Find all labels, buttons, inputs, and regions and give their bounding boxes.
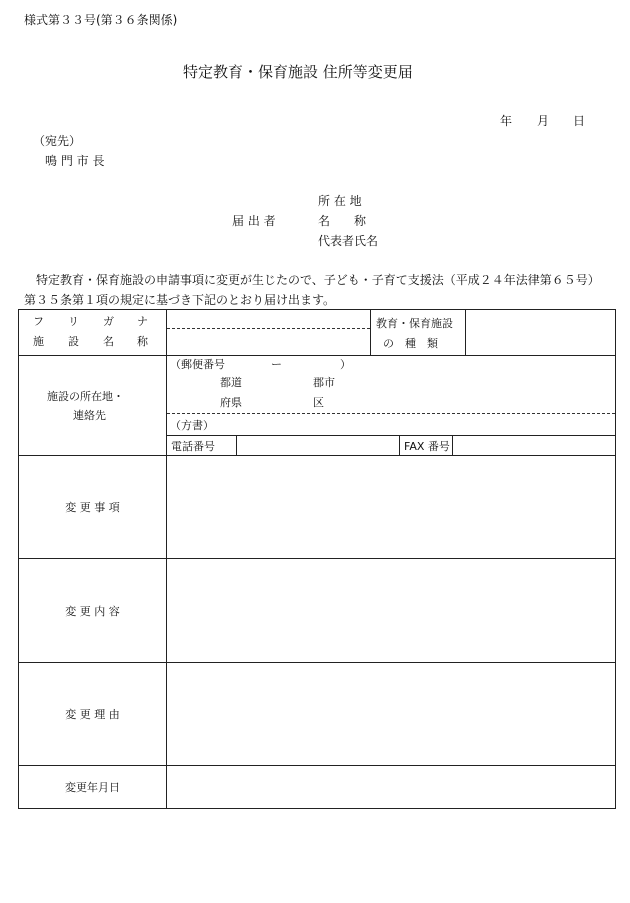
- notifier-representative-label: 代表者氏名: [318, 234, 379, 248]
- change-date-label: 変更年月日: [65, 781, 120, 794]
- change-reason-label: 変 更 理 由: [65, 708, 120, 721]
- city-field[interactable]: [248, 374, 310, 410]
- facility-name-label-char: 施: [33, 335, 44, 348]
- intro-text-line2: 第３５条第１項の規定に基づき下記のとおり届け出ます。: [24, 293, 336, 307]
- city-label-top: 郡市: [313, 376, 335, 389]
- facility-type-field[interactable]: [467, 311, 614, 354]
- phone-label: 電話番号: [171, 440, 215, 453]
- change-content-label: 変 更 内 容: [65, 604, 120, 618]
- date-month: 月: [537, 114, 550, 128]
- address-contact-label: 施設の所在地・: [47, 390, 124, 403]
- intro-text-line1: 特定教育・保育施設の申請事項に変更が生じたので、子ども・子育て支援法（平成２４年法律第６５号）: [36, 273, 600, 287]
- facility-name-field[interactable]: [168, 330, 368, 354]
- postal-code-dash: ー: [271, 358, 282, 371]
- furigana-char: ナ: [137, 315, 148, 328]
- fax-field[interactable]: [454, 437, 614, 454]
- date-day: 日: [573, 114, 586, 128]
- facility-name-label-char: 名: [103, 335, 114, 348]
- furigana-field[interactable]: [168, 311, 368, 327]
- postal-code-label: （郵便番号: [170, 358, 225, 371]
- fax-label: FAX 番号: [404, 440, 450, 453]
- change-item-label: 変 更 事 項: [65, 501, 120, 514]
- furigana-char: リ: [68, 315, 79, 328]
- prefecture-field[interactable]: [168, 374, 216, 410]
- addressee: 鳴 門 市 長: [45, 154, 105, 168]
- notifier-location-label: 所 在 地: [318, 194, 362, 208]
- address-contact-label-line2: 連絡先: [73, 409, 106, 422]
- change-item-field[interactable]: [168, 457, 614, 557]
- prefecture-label-top: 都道: [220, 376, 242, 389]
- city-label-bottom: 区: [313, 396, 324, 409]
- katagaki-field[interactable]: [212, 416, 612, 433]
- notifier-label: 届 出 者: [232, 214, 276, 228]
- change-content-field[interactable]: [168, 560, 614, 661]
- notifier-name-label: 名 称: [318, 214, 367, 228]
- furigana-label: フ: [33, 315, 44, 328]
- facility-type-label: 教育・保育施設: [376, 317, 453, 330]
- addressee-label: （宛先）: [33, 134, 82, 148]
- page-title: 特定教育・保育施設 住所等変更届: [183, 63, 413, 81]
- form-number: 様式第３３号(第３６条関係): [24, 13, 178, 27]
- prefecture-label-bottom: 府県: [220, 396, 242, 409]
- postal-code-close: ）: [340, 358, 351, 371]
- address-field[interactable]: [338, 374, 613, 410]
- postal-code-second-field[interactable]: [285, 357, 337, 371]
- change-reason-field[interactable]: [168, 664, 614, 764]
- postal-code-first-field[interactable]: [228, 357, 268, 371]
- facility-name-label-char: 設: [68, 335, 79, 348]
- facility-name-label-char: 称: [137, 335, 148, 348]
- katagaki-label: （方書）: [170, 419, 214, 432]
- phone-field[interactable]: [238, 437, 398, 454]
- date-year: 年: [500, 114, 513, 128]
- furigana-char: ガ: [103, 315, 114, 328]
- facility-type-label-line2: の 種 類: [383, 337, 438, 350]
- change-date-field[interactable]: [168, 767, 614, 807]
